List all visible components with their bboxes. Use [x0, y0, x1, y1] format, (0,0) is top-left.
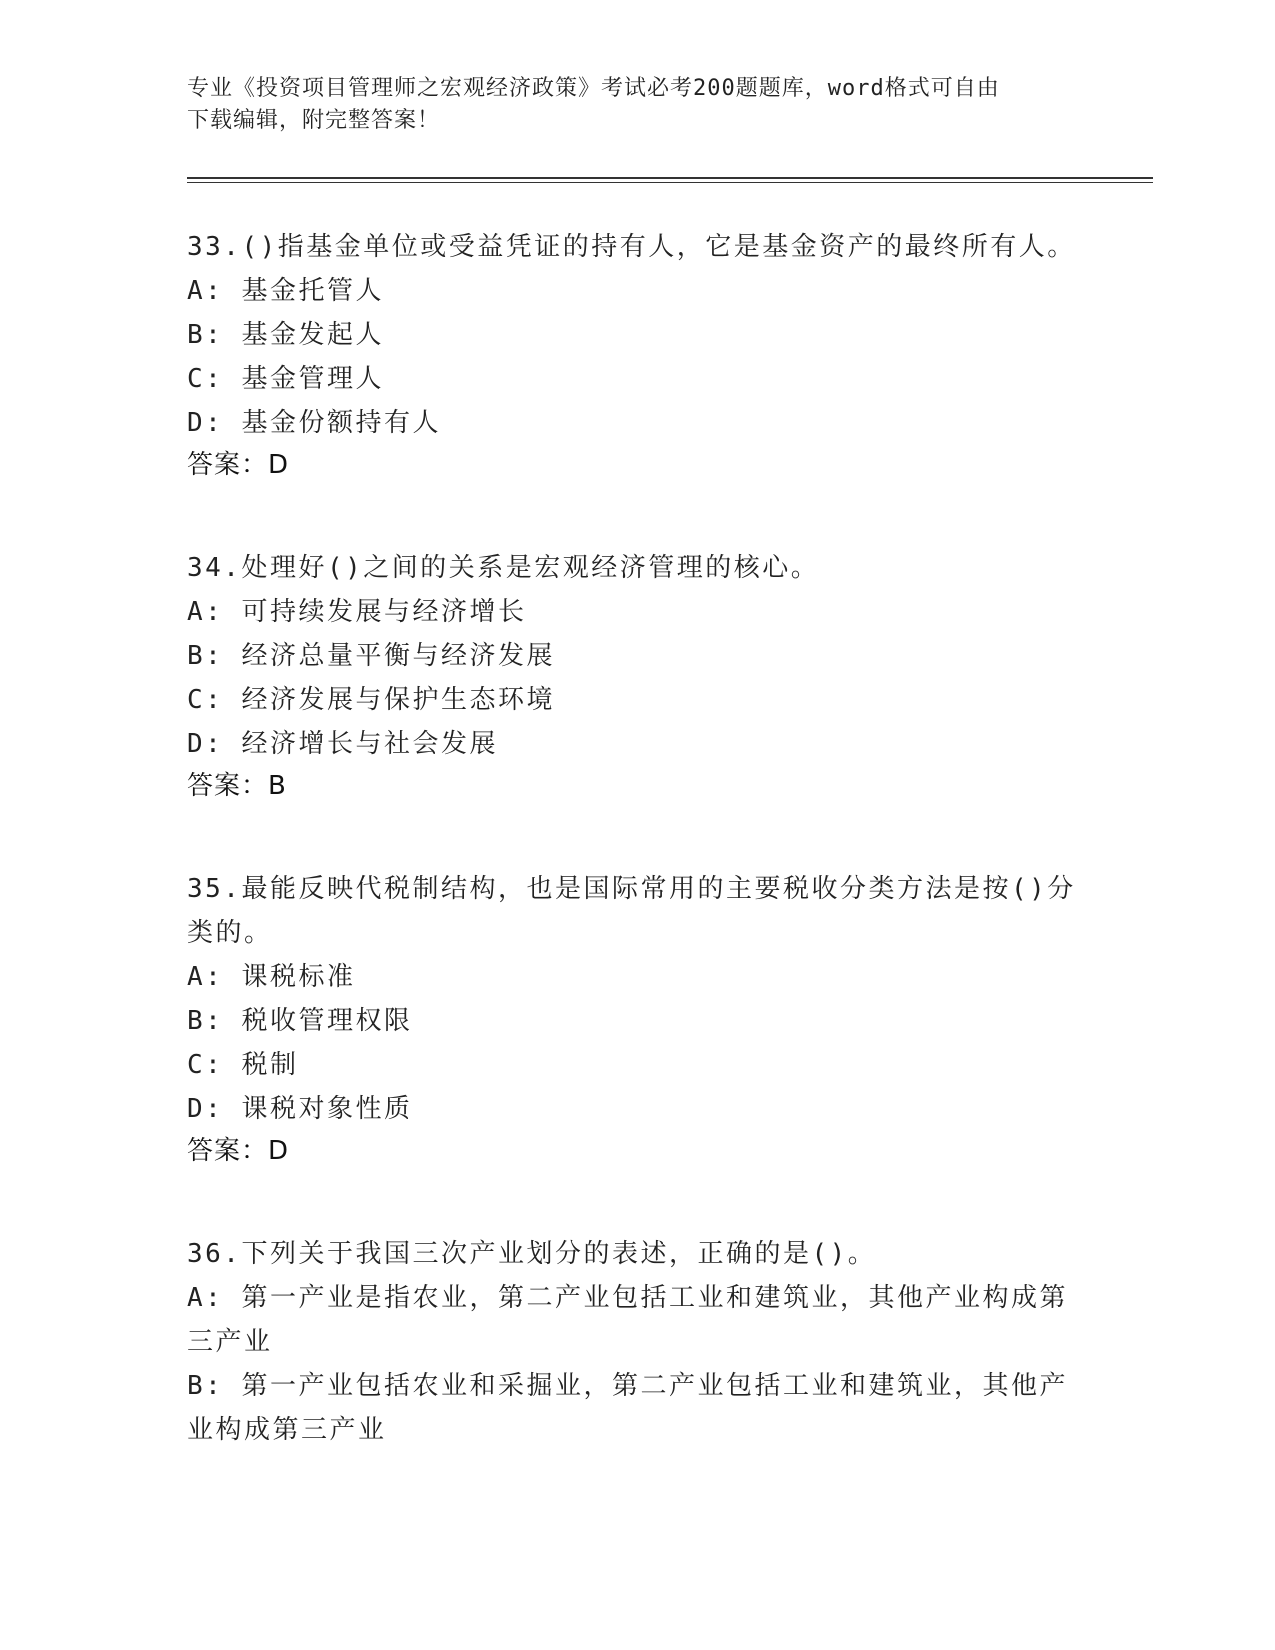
option-b: B: 第一产业包括农业和采掘业，第二产业包括工业和建筑业，其他产 [187, 1371, 1068, 1401]
option-b: B: 经济总量平衡与经济发展 [187, 641, 555, 671]
header-line-2: 下载编辑，附完整答案！ [187, 108, 441, 133]
option-b: B: 基金发起人 [187, 320, 384, 350]
option-d: D: 经济增长与社会发展 [187, 729, 498, 759]
question-stem: 36.下列关于我国三次产业划分的表述，正确的是()。 [187, 1239, 877, 1269]
option-a: A: 可持续发展与经济增长 [187, 597, 527, 627]
answer-label: 答案：B [187, 771, 287, 801]
header-divider-thin [187, 182, 1153, 183]
question-stem-cont: 类的。 [187, 918, 273, 948]
answer-label: 答案：D [187, 1136, 290, 1166]
option-a: A: 基金托管人 [187, 276, 384, 306]
header-line-1: 专业《投资项目管理师之宏观经济政策》考试必考200题题库，word格式可自由 [187, 76, 1000, 101]
answer-label: 答案：D [187, 450, 290, 480]
question-stem: 35.最能反映代税制结构，也是国际常用的主要税收分类方法是按()分 [187, 874, 1076, 904]
question-stem: 33.()指基金单位或受益凭证的持有人，它是基金资产的最终所有人。 [187, 232, 1076, 262]
option-c: C: 经济发展与保护生态环境 [187, 685, 555, 715]
option-a: A: 第一产业是指农业，第二产业包括工业和建筑业，其他产业构成第 [187, 1283, 1068, 1313]
question-stem: 34.处理好()之间的关系是宏观经济管理的核心。 [187, 553, 820, 583]
option-c: C: 基金管理人 [187, 364, 384, 394]
header-divider [187, 177, 1153, 179]
option-d: D: 课税对象性质 [187, 1094, 413, 1124]
option-d: D: 基金份额持有人 [187, 408, 441, 438]
option-a: A: 课税标准 [187, 962, 356, 992]
option-b-cont: 业构成第三产业 [187, 1415, 387, 1445]
option-a-cont: 三产业 [187, 1327, 273, 1357]
option-c: C: 税制 [187, 1050, 299, 1080]
option-b: B: 税收管理权限 [187, 1006, 413, 1036]
